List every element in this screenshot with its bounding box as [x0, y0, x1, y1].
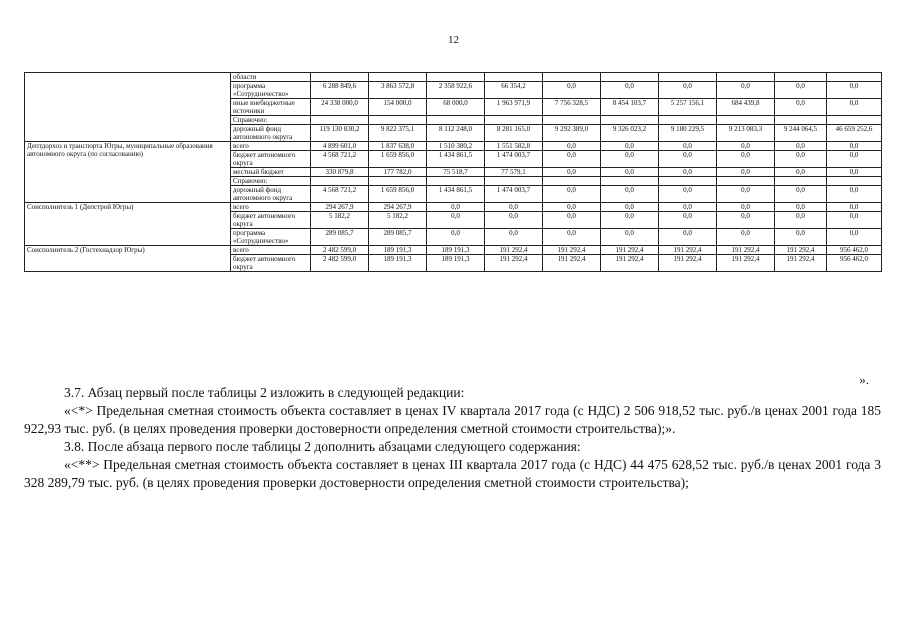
- value-cell: 0,0: [659, 82, 717, 99]
- value-cell: 0,0: [659, 203, 717, 212]
- value-cell: 75 518,7: [427, 168, 485, 177]
- source-label-cell: местный бюджет: [231, 168, 311, 177]
- document-text: [24, 384, 881, 492]
- value-cell: 0,0: [601, 229, 659, 246]
- value-cell: 0,0: [485, 203, 543, 212]
- value-cell: 0,0: [775, 212, 827, 229]
- value-cell: 2 358 922,6: [427, 82, 485, 99]
- value-cell: [369, 73, 427, 82]
- value-cell: [659, 177, 717, 186]
- value-cell: 0,0: [827, 142, 882, 151]
- value-cell: 8 281 165,0: [485, 125, 543, 142]
- value-cell: 119 130 830,2: [311, 125, 369, 142]
- value-cell: 66 354,2: [485, 82, 543, 99]
- source-label-cell: всего: [231, 203, 311, 212]
- value-cell: [601, 116, 659, 125]
- value-cell: 2 482 599,0: [311, 246, 369, 255]
- value-cell: 24 338 000,0: [311, 99, 369, 116]
- value-cell: 0,0: [717, 212, 775, 229]
- value-cell: 0,0: [601, 142, 659, 151]
- value-cell: [827, 116, 882, 125]
- value-cell: 191 292,4: [775, 246, 827, 255]
- value-cell: 5 182,2: [311, 212, 369, 229]
- value-cell: 2 482 599,0: [311, 255, 369, 272]
- value-cell: 0,0: [601, 168, 659, 177]
- value-cell: 0,0: [543, 142, 601, 151]
- value-cell: 9 326 023,2: [601, 125, 659, 142]
- value-cell: 294 267,9: [369, 203, 427, 212]
- value-cell: 0,0: [827, 99, 882, 116]
- value-cell: 1 963 971,9: [485, 99, 543, 116]
- value-cell: 0,0: [717, 142, 775, 151]
- value-cell: 1 659 856,0: [369, 186, 427, 203]
- value-cell: 0,0: [717, 168, 775, 177]
- value-cell: [485, 73, 543, 82]
- value-cell: 5 257 156,1: [659, 99, 717, 116]
- value-cell: [427, 177, 485, 186]
- value-cell: 6 288 849,6: [311, 82, 369, 99]
- table-row: [25, 246, 882, 255]
- value-cell: 154 000,0: [369, 99, 427, 116]
- value-cell: 0,0: [659, 168, 717, 177]
- source-label-cell: иные внебюджетные источники: [231, 99, 311, 116]
- value-cell: 191 292,4: [543, 246, 601, 255]
- value-cell: 0,0: [543, 82, 601, 99]
- value-cell: 0,0: [543, 168, 601, 177]
- table-row: [25, 142, 882, 151]
- value-cell: 46 659 252,6: [827, 125, 882, 142]
- source-label-cell: области: [231, 73, 311, 82]
- value-cell: 4 899 601,0: [311, 142, 369, 151]
- value-cell: [717, 177, 775, 186]
- value-cell: 0,0: [485, 212, 543, 229]
- value-cell: 189 191,3: [369, 246, 427, 255]
- value-cell: 1 837 638,0: [369, 142, 427, 151]
- source-label-cell: всего: [231, 246, 311, 255]
- value-cell: [543, 177, 601, 186]
- value-cell: 294 267,9: [311, 203, 369, 212]
- value-cell: 7 756 328,5: [543, 99, 601, 116]
- value-cell: 0,0: [543, 151, 601, 168]
- value-cell: 684 439,8: [717, 99, 775, 116]
- value-cell: 0,0: [659, 229, 717, 246]
- value-cell: 3 863 572,8: [369, 82, 427, 99]
- value-cell: 189 191,3: [427, 246, 485, 255]
- value-cell: 956 462,0: [827, 246, 882, 255]
- value-cell: 5 182,2: [369, 212, 427, 229]
- value-cell: 9 292 389,0: [543, 125, 601, 142]
- executor-cell: Соисполнитель 2 (Гостехнадзор Югры): [25, 246, 231, 272]
- value-cell: 0,0: [485, 229, 543, 246]
- paragraph-3-7: 3.7. Абзац первый после таблицы 2 изложить в следующей редакции:: [64, 385, 465, 400]
- value-cell: 191 292,4: [717, 246, 775, 255]
- value-cell: 0,0: [775, 82, 827, 99]
- value-cell: 191 292,4: [659, 255, 717, 272]
- value-cell: 77 579,1: [485, 168, 543, 177]
- value-cell: 9 180 229,5: [659, 125, 717, 142]
- value-cell: 189 191,3: [427, 255, 485, 272]
- value-cell: [659, 116, 717, 125]
- source-label-cell: бюджет автономного округа: [231, 255, 311, 272]
- closing-quote: ».: [859, 372, 869, 387]
- value-cell: 0,0: [827, 203, 882, 212]
- value-cell: [659, 73, 717, 82]
- value-cell: 289 085,7: [369, 229, 427, 246]
- value-cell: [601, 177, 659, 186]
- value-cell: 0,0: [775, 151, 827, 168]
- value-cell: [485, 116, 543, 125]
- value-cell: 0,0: [775, 168, 827, 177]
- value-cell: 191 292,4: [775, 255, 827, 272]
- value-cell: 189 191,3: [369, 255, 427, 272]
- value-cell: 0,0: [717, 82, 775, 99]
- paragraph-3-8: 3.8. После абзаца первого после таблицы 2 дополнить абзацами следующего содержания:: [64, 439, 581, 454]
- executor-cell: Соисполнитель 1 (Депстрой Югры): [25, 203, 231, 246]
- value-cell: 1 510 380,2: [427, 142, 485, 151]
- value-cell: 0,0: [827, 168, 882, 177]
- value-cell: 8 454 103,7: [601, 99, 659, 116]
- value-cell: 0,0: [427, 212, 485, 229]
- value-cell: 0,0: [427, 229, 485, 246]
- value-cell: 0,0: [717, 229, 775, 246]
- source-label-cell: программа «Сотрудничество»: [231, 82, 311, 99]
- source-label-cell: Справочно:: [231, 116, 311, 125]
- value-cell: 0,0: [601, 212, 659, 229]
- value-cell: 1 434 861,5: [427, 151, 485, 168]
- value-cell: [311, 177, 369, 186]
- executor-cell: Дептдорхоз и транспорта Югры, муниципальные образования автономного округа (по согласованию): [25, 142, 231, 203]
- value-cell: [827, 177, 882, 186]
- value-cell: [427, 116, 485, 125]
- value-cell: 0,0: [601, 82, 659, 99]
- page-number: 12: [448, 34, 459, 46]
- paragraph-footnote-2: «<**> Предельная сметная стоимость объекта составляет в ценах III квартала 2017 года (с НДС) 44 475 628,52 тыс. руб./в ценах 2001 года 3 328 289,79 тыс. руб. (в целях проведения проверки достоверности определения сметной стоимости строительства);: [24, 457, 881, 490]
- value-cell: 0,0: [827, 186, 882, 203]
- value-cell: 330 879,8: [311, 168, 369, 177]
- value-cell: 0,0: [775, 142, 827, 151]
- value-cell: 68 000,0: [427, 99, 485, 116]
- value-cell: 4 568 721,2: [311, 186, 369, 203]
- table-row: [25, 203, 882, 212]
- value-cell: [485, 177, 543, 186]
- value-cell: 8 112 248,0: [427, 125, 485, 142]
- source-label-cell: дорожный фонд автономного округа: [231, 186, 311, 203]
- value-cell: 0,0: [775, 229, 827, 246]
- value-cell: [775, 116, 827, 125]
- value-cell: [717, 116, 775, 125]
- value-cell: [717, 73, 775, 82]
- table-row: [25, 73, 882, 82]
- value-cell: [369, 177, 427, 186]
- value-cell: 191 292,4: [601, 246, 659, 255]
- value-cell: 191 292,4: [659, 246, 717, 255]
- value-cell: 9 244 064,5: [775, 125, 827, 142]
- value-cell: 1 474 003,7: [485, 151, 543, 168]
- value-cell: 191 292,4: [485, 246, 543, 255]
- value-cell: 0,0: [775, 186, 827, 203]
- value-cell: 0,0: [659, 212, 717, 229]
- value-cell: 1 551 582,8: [485, 142, 543, 151]
- value-cell: 0,0: [717, 186, 775, 203]
- value-cell: 4 568 721,2: [311, 151, 369, 168]
- value-cell: 0,0: [543, 229, 601, 246]
- value-cell: 0,0: [601, 151, 659, 168]
- value-cell: [369, 116, 427, 125]
- value-cell: 0,0: [827, 151, 882, 168]
- value-cell: 191 292,4: [717, 255, 775, 272]
- value-cell: 0,0: [827, 82, 882, 99]
- value-cell: [775, 73, 827, 82]
- value-cell: 0,0: [827, 212, 882, 229]
- value-cell: 0,0: [543, 186, 601, 203]
- value-cell: [543, 116, 601, 125]
- source-label-cell: бюджет автономного округа: [231, 151, 311, 168]
- value-cell: 9 822 375,1: [369, 125, 427, 142]
- source-label-cell: дорожный фонд автономного округа: [231, 125, 311, 142]
- value-cell: 0,0: [717, 151, 775, 168]
- value-cell: 0,0: [775, 99, 827, 116]
- value-cell: 0,0: [543, 212, 601, 229]
- value-cell: 191 292,4: [543, 255, 601, 272]
- source-label-cell: Справочно:: [231, 177, 311, 186]
- value-cell: 191 292,4: [485, 255, 543, 272]
- paragraph-footnote-1: «<*> Предельная сметная стоимость объекта составляет в ценах IV квартала 2017 года (с НДС) 2 506 918,52 тыс. руб./в ценах 2001 года 185 922,93 тыс. руб. (в целях проведения проверки достоверности определения сметной стоимости строительства);».: [24, 403, 881, 436]
- value-cell: 0,0: [659, 151, 717, 168]
- value-cell: 0,0: [543, 203, 601, 212]
- value-cell: 177 782,0: [369, 168, 427, 177]
- value-cell: 0,0: [659, 186, 717, 203]
- value-cell: 289 085,7: [311, 229, 369, 246]
- value-cell: 1 659 856,0: [369, 151, 427, 168]
- source-label-cell: всего: [231, 142, 311, 151]
- value-cell: 0,0: [717, 203, 775, 212]
- value-cell: 956 462,0: [827, 255, 882, 272]
- value-cell: [311, 73, 369, 82]
- table-body: [25, 73, 882, 272]
- source-label-cell: программа «Сотрудничество»: [231, 229, 311, 246]
- value-cell: [311, 116, 369, 125]
- value-cell: [427, 73, 485, 82]
- value-cell: 1 434 861,5: [427, 186, 485, 203]
- value-cell: 0,0: [601, 203, 659, 212]
- value-cell: 0,0: [775, 203, 827, 212]
- value-cell: 9 213 083,3: [717, 125, 775, 142]
- value-cell: 1 474 003,7: [485, 186, 543, 203]
- value-cell: 0,0: [427, 203, 485, 212]
- value-cell: 0,0: [601, 186, 659, 203]
- value-cell: [601, 73, 659, 82]
- value-cell: 191 292,4: [601, 255, 659, 272]
- source-label-cell: бюджет автономного округа: [231, 212, 311, 229]
- budget-table: [24, 72, 882, 272]
- value-cell: [827, 73, 882, 82]
- value-cell: 0,0: [659, 142, 717, 151]
- value-cell: [775, 177, 827, 186]
- value-cell: [543, 73, 601, 82]
- value-cell: 0,0: [827, 229, 882, 246]
- executor-cell: [25, 73, 231, 142]
